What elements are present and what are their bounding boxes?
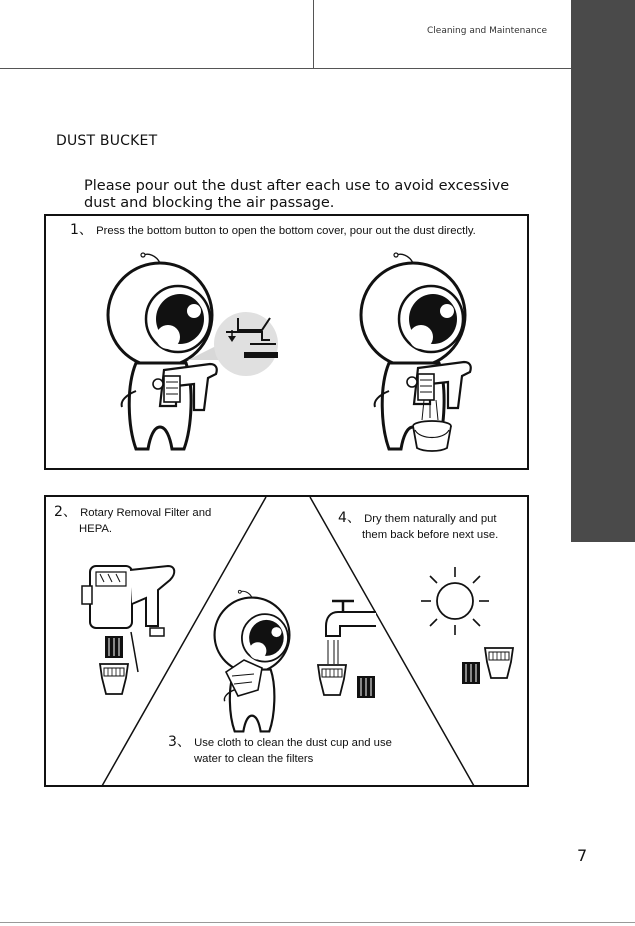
rinsed-filter-icon xyxy=(357,676,375,698)
step-4-number: 4、 xyxy=(338,510,361,526)
step-4-line1: Dry them naturally and put xyxy=(364,513,497,525)
step-1-text: Press the bottom button to open the bottom cover, pour out the dust directly. xyxy=(96,225,476,237)
step-2-line2: HEPA. xyxy=(79,523,113,535)
faucet-icon xyxy=(326,601,376,664)
step-1-number: 1、 xyxy=(70,222,93,238)
dried-filter-icon xyxy=(462,662,480,684)
robot-left-illustration xyxy=(108,253,212,449)
step-4-line2: them back before next use. xyxy=(362,529,499,541)
hepa-filter-icon xyxy=(105,636,123,658)
page-number: 7 xyxy=(577,846,588,865)
dust-cup-icon xyxy=(100,664,128,694)
robot-right-illustration xyxy=(361,253,465,449)
header-title: Cleaning and Maintenance xyxy=(427,26,548,36)
step-3-number: 3、 xyxy=(168,734,191,750)
intro-paragraph: Please pour out the dust after each use to avoid excessive dust and blocking the air passage. xyxy=(84,178,510,211)
dried-cup-icon xyxy=(485,648,513,678)
vacuum-disassembled-illustration xyxy=(82,566,174,672)
step-2-number: 2、 xyxy=(54,504,77,520)
sun-icon xyxy=(421,567,489,635)
robot-cleaning-illustration xyxy=(215,590,290,731)
step-2-line1: Rotary Removal Filter and xyxy=(80,507,212,519)
footer-divider xyxy=(0,922,635,923)
step-3-line2: water to clean the filters xyxy=(194,753,314,765)
rinsed-cup-icon xyxy=(318,665,346,695)
section-title: DUST BUCKET xyxy=(56,133,158,149)
step-3-line1: Use cloth to clean the dust cup and use xyxy=(194,737,392,749)
